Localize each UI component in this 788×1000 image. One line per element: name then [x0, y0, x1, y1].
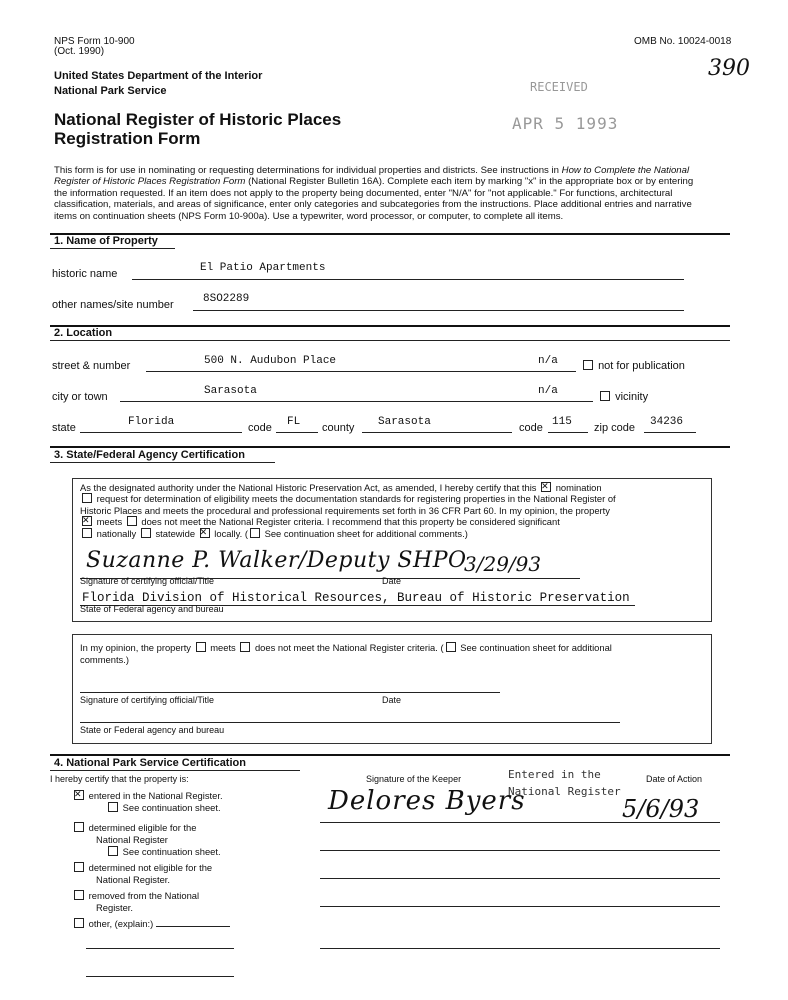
county-label: county	[322, 422, 355, 434]
city-value[interactable]: Sarasota	[204, 385, 257, 397]
certifying-signature: Suzanne P. Walker/Deputy SHPO	[86, 548, 467, 573]
county-line	[362, 432, 512, 433]
explain-line	[86, 948, 234, 949]
state-code-line	[276, 432, 318, 433]
other-checkbox[interactable]	[74, 918, 84, 928]
date-of-action-label: Date of Action	[646, 774, 703, 784]
form-number: NPS Form 10-900	[54, 36, 135, 47]
section-3-heading: 3. State/Federal Agency Certification	[54, 449, 245, 461]
certifying-date: 3/29/93	[464, 552, 542, 576]
zip-line	[644, 432, 696, 433]
heading-underline	[50, 248, 175, 249]
heading-underline	[50, 770, 300, 771]
signature-label: Signature of certifying official/Title	[80, 576, 215, 586]
agency-name: National Park Service	[54, 85, 167, 97]
removed-checkbox[interactable]	[74, 890, 84, 900]
zip-value[interactable]: 34236	[650, 416, 684, 428]
handwritten-number: 390	[708, 56, 750, 81]
keeper-line	[320, 878, 720, 879]
nationally-checkbox[interactable]	[82, 528, 92, 538]
other-names-value[interactable]: 8SO2289	[203, 293, 250, 305]
locally-checkbox[interactable]	[200, 528, 210, 538]
checkbox[interactable]	[600, 391, 610, 401]
certification-statement: As the designated authority under the National Historic Preservation Act, as amended, I hereby certify that this ✕ nomination request for determination of eligibility meets the documentation standards for registering properties in the National Register of Historic Places and meets the procedural and professional requirements set forth in 36 CFR Part 60. In my opinion, the property ✕ meets does not meet the National Register criteria. I recommend that this property be considered significant nationally statewide ✕ locally. ( See continuation sheet for additional comments.)	[80, 482, 700, 539]
keeper-signature: Delores Byers	[328, 786, 526, 816]
continuation-checkbox[interactable]	[250, 528, 260, 538]
section-4-heading: 4. National Park Service Certification	[54, 757, 246, 769]
omb-number: OMB No. 10024-0018	[634, 36, 732, 47]
state-value[interactable]: Florida	[128, 416, 175, 428]
vicinity[interactable]: vicinity	[598, 391, 648, 404]
street-line	[146, 371, 576, 372]
form-title-line1: National Register of Historic Places	[54, 110, 342, 129]
street-label: street & number	[52, 360, 131, 372]
received-stamp: RECEIVED	[530, 80, 588, 94]
does-not-meet-checkbox[interactable]	[127, 516, 137, 526]
keeper-line	[320, 948, 720, 949]
heading-underline	[50, 340, 730, 341]
county-value[interactable]: Sarasota	[378, 416, 431, 428]
keeper-line	[320, 850, 720, 851]
opinion-agency-label: State or Federal agency and bureau	[80, 725, 225, 735]
form-date: (Oct. 1990)	[54, 46, 105, 57]
state-code-label: code	[248, 422, 272, 434]
keeper-label: Signature of the Keeper	[366, 774, 462, 784]
opinion-statement: In my opinion, the property meets does not meet the National Register criteria. ( See continuation sheet for additional comments.)	[80, 642, 612, 665]
request-checkbox[interactable]	[82, 493, 92, 503]
certify-statement: I hereby certify that the property is:	[50, 774, 189, 784]
state-code-value[interactable]: FL	[287, 416, 301, 428]
statewide-checkbox[interactable]	[141, 528, 151, 538]
entered-stamp: Entered in the National Register	[508, 768, 621, 798]
city-na: n/a	[538, 385, 558, 397]
received-date-stamp: APR 5 1993	[512, 114, 619, 133]
nps-options: ✕ entered in the National Register. See continuation sheet. determined eligible for the National Register See continuation sheet. determined not eligible for the National Register. removed from the National Register. other, (explain:)	[72, 790, 230, 930]
state-line	[80, 432, 242, 433]
eligible-checkbox[interactable]	[74, 822, 84, 832]
meets-checkbox[interactable]	[82, 516, 92, 526]
not-eligible-checkbox[interactable]	[74, 862, 84, 872]
divider	[50, 754, 730, 756]
other-names-line	[193, 310, 684, 311]
keeper-line	[320, 822, 720, 823]
county-code-label: code	[519, 422, 543, 434]
action-date: 5/6/93	[622, 795, 700, 823]
nomination-checkbox[interactable]	[541, 482, 551, 492]
form-title-line2: Registration Form	[54, 129, 201, 148]
agency-value[interactable]: Florida Division of Historical Resources, Bureau of Historic Preservation	[82, 591, 630, 605]
section-2-heading: 2. Location	[54, 327, 113, 339]
historic-name-value[interactable]: El Patio Apartments	[200, 262, 326, 274]
other-names-label: other names/site number	[52, 299, 174, 311]
state-label: state	[52, 422, 76, 434]
city-line	[120, 401, 593, 402]
county-code-line	[548, 432, 588, 433]
city-label: city or town	[52, 391, 108, 403]
checkbox[interactable]	[108, 846, 118, 856]
street-na: n/a	[538, 355, 558, 367]
checkbox[interactable]	[583, 360, 593, 370]
heading-underline	[50, 462, 275, 463]
historic-name-label: historic name	[52, 268, 118, 280]
entered-checkbox[interactable]	[74, 790, 84, 800]
opinion-signature-label: Signature of certifying official/Title	[80, 695, 215, 705]
opinion-does-not-meet-checkbox[interactable]	[240, 642, 250, 652]
checkbox[interactable]	[108, 802, 118, 812]
explain-line	[86, 976, 234, 977]
opinion-date-label: Date	[382, 695, 402, 705]
date-label: Date	[382, 576, 402, 586]
county-code-value[interactable]: 115	[552, 416, 572, 428]
opinion-signature-line	[80, 692, 500, 693]
opinion-agency-line	[80, 722, 620, 723]
historic-name-line	[132, 279, 684, 280]
not-for-publication[interactable]: not for publication	[581, 360, 685, 373]
divider	[50, 446, 730, 448]
opinion-continuation-checkbox[interactable]	[446, 642, 456, 652]
divider	[50, 325, 730, 327]
street-value[interactable]: 500 N. Audubon Place	[204, 355, 337, 367]
keeper-line	[320, 906, 720, 907]
instructions: This form is for use in nominating or requesting determinations for individual properties and districts. See instructions in How to Complete the National Register of Historic Places Registration Form (National Register Bulletin 16A). Complete each item by marking "x" in the appropriate box or by entering the information requested. If an item does not apply to the property being documented, enter "N/A" for "not applicable." For functions, architectural classification, materials, and areas of significance, enter only categories and subcategories from the instructions. Place additional entries and narrative items on continuation sheets (NPS Form 10-900a). Use a typewriter, word processor, or computer, to complete all items.	[54, 165, 694, 222]
section-1-heading: 1. Name of Property	[54, 235, 158, 247]
opinion-meets-checkbox[interactable]	[196, 642, 206, 652]
zip-label: zip code	[594, 422, 635, 434]
department-name: United States Department of the Interior	[54, 70, 263, 82]
agency-label: State of Federal agency and bureau	[80, 604, 224, 614]
